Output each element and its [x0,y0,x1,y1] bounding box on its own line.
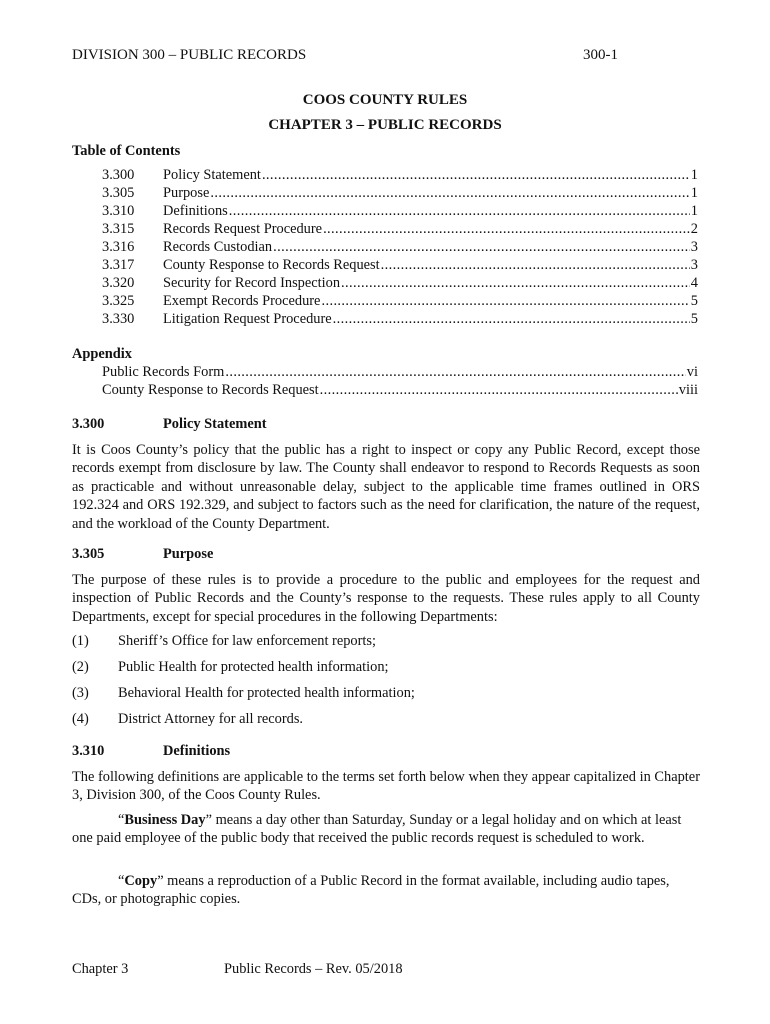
list-item-number: (3) [72,685,89,701]
toc-entry-number: 3.305 [102,185,135,201]
toc-entry-title: Litigation Request Procedure [163,311,332,327]
section-body: The following definitions are applicable to the terms set forth below when they appear capitalized in Chapter 3, Division 300, of the Coos County Rules. [72,769,700,804]
section-number: 3.310 [72,743,105,759]
toc-entry-title: Records Request Procedure [163,221,323,237]
toc-leader [273,239,690,256]
toc-entry-number: 3.315 [102,221,135,237]
list-item-text: Behavioral Health for protected health information; [118,685,415,701]
section-number: 3.305 [72,546,105,562]
document-title: COOS COUNTY RULES [302,92,468,108]
toc-leader [341,275,690,292]
list-item-text: Public Health for protected health information; [118,659,389,675]
toc-entry-page: 2 [690,221,698,237]
definition-term: Business Day [124,812,206,828]
section-body: The purpose of these rules is to provide a procedure to the public and employees for the request and inspection of Public Records and the County’s response to the requests. These rules apply to all County Departments, except for special procedures in the following Departments: [72,572,700,625]
toc-leader [323,221,690,238]
section-title: Policy Statement [163,416,267,432]
toc-entry[interactable] [102,293,698,311]
definition-copy: “Copy” means a reproduction of a Public Record in the format available, including audio tapes, CDs, or photographic copies. [72,873,670,908]
definition-business-day: “Business Day” means a day other than Saturday, Sunday or a legal holiday and on which at least one paid employee of the public body that received the public records request is scheduled to work. [72,812,682,847]
section-title: Definitions [163,743,231,759]
section-title: Purpose [163,546,214,562]
list-item [72,659,389,676]
toc-entry-number: 3.300 [102,167,135,183]
toc-entry-number: 3.325 [102,293,135,309]
section-body: It is Coos County’s policy that the public has a right to inspect or copy any Public Record, except those records exempt from disclosure by law. The County shall endeavor to respond to Records Requests as soon as practicable and without unreasonable delay, subject to the applicable time frames outlined in ORS 192.324 and ORS 192.329, and subject to factors such as the need for clarification, the nature of the request, and the workload of the County Department. [72,442,700,532]
toc-entry-number: 3.320 [102,275,135,291]
toc-entry-number: 3.316 [102,239,135,255]
list-item-text: District Attorney for all records. [118,711,304,727]
toc-leader [225,364,685,381]
appendix-entry[interactable] [102,364,698,382]
appendix-heading: Appendix [72,346,132,362]
definition-text: means a day other than Saturday, Sunday or a legal holiday and on which at least one paid employee of the public body that received the public records request is scheduled to work. [72,812,682,847]
toc-leader [229,203,690,220]
appendix-entry-page: viii [678,382,698,398]
list-item [72,685,415,702]
toc-entry-page: 3 [690,257,698,273]
toc-heading: Table of Contents [72,143,181,159]
toc-entry[interactable] [102,221,698,239]
header-page-number: 300-1 [583,47,618,63]
toc-entry-page: 1 [690,203,698,219]
list-item-number: (1) [72,633,89,649]
toc-entry-number: 3.317 [102,257,135,273]
toc-entry-page: 3 [690,239,698,255]
toc-entry-page: 5 [690,311,698,327]
toc-leader [320,382,678,399]
appendix-entry-title: County Response to Records Request [102,382,319,398]
list-item-number: (2) [72,659,89,675]
definition-term: Copy [124,873,158,889]
toc-entry-title: Purpose [163,185,210,201]
toc-leader [321,293,689,310]
toc-leader [210,185,689,202]
list-item [72,711,303,728]
toc-entry-number: 3.330 [102,311,135,327]
toc-entry[interactable] [102,239,698,257]
chapter-title: CHAPTER 3 – PUBLIC RECORDS [268,117,502,133]
appendix-entry-title: Public Records Form [102,364,225,380]
toc-entry[interactable] [102,185,698,203]
toc-entry-number: 3.310 [102,203,135,219]
toc-entry[interactable] [102,167,698,185]
footer-revision: Public Records – Rev. 05/2018 [224,961,403,977]
toc-entry-title: Policy Statement [163,167,261,183]
list-item-text: Sheriff’s Office for law enforcement reports; [118,633,376,649]
toc-entry-title: Exempt Records Procedure [163,293,321,309]
toc-leader [262,167,690,184]
toc-entry-title: Definitions [163,203,228,219]
toc-entry[interactable] [102,257,698,275]
toc-entry-page: 5 [690,293,698,309]
toc-entry-title: County Response to Records Request [163,257,380,273]
toc-entry[interactable] [102,275,698,293]
footer-chapter: Chapter 3 [72,961,129,977]
toc-leader [381,257,690,274]
toc-entry-page: 1 [690,185,698,201]
definition-text: means a reproduction of a Public Record in the format available, including audio tapes, CDs, or photographic copies. [72,873,670,908]
appendix-entry-page: vi [686,364,698,380]
header-division: DIVISION 300 – PUBLIC RECORDS [72,47,307,63]
toc-leader [333,311,690,328]
toc-entry-page: 1 [690,167,698,183]
toc-entry-page: 4 [690,275,698,291]
list-item-number: (4) [72,711,89,727]
toc-entry[interactable] [102,203,698,221]
toc-entry[interactable] [102,311,698,329]
toc-entry-title: Records Custodian [163,239,273,255]
appendix-entry[interactable] [102,382,698,400]
toc-entry-title: Security for Record Inspection [163,275,341,291]
list-item [72,633,376,650]
section-number: 3.300 [72,416,105,432]
